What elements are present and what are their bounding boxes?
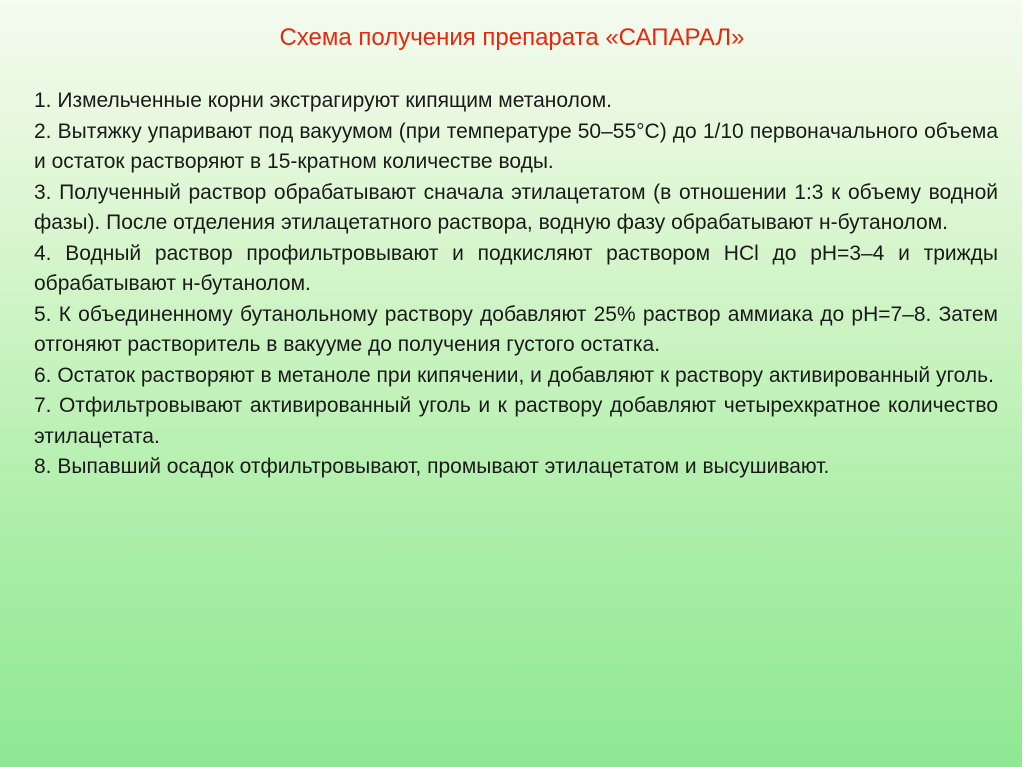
step-1: 1. Измельченные корни экстрагируют кипящим метанолом. (34, 89, 613, 112)
step-8: 8. Выпавший осадок отфильтровывают, промывают этилацетатом и высушивают. (34, 455, 830, 478)
step-5: 5. К объединенному бутанольному раствору добавляют 25% раствор аммиака до pH=7–8. Затем отгоняют растворитель в вакууме до получения густого остатка. (34, 302, 998, 356)
step-4: 4. Водный раствор профильтровывают и подкисляют раствором HCl до pH=3–4 и трижды обрабатывают н-бутанолом. (34, 241, 998, 295)
step-2: 2. Вытяжку упаривают под вакуумом (при температуре 50–55°С) до 1/10 первоначального объема и остаток растворяют в 15-кратном количестве воды. (34, 119, 998, 173)
step-3: 3. Полученный раствор обрабатывают сначала этилацетатом (в отношении 1:3 к объему водной фазы). После отделения этилацетатного раствора, водную фазу обрабатывают н-бутанолом. (34, 180, 998, 234)
slide-title: Схема получения препарата «САПАРАЛ» (279, 24, 745, 51)
steps-list (34, 86, 998, 483)
step-7: 7. Отфильтровывают активированный уголь и к раствору добавляют четырехкратное количество этилацетата. (34, 394, 998, 448)
step-6: 6. Остаток растворяют в метаноле при кипячении, и добавляют к раствору активированный уголь. (34, 363, 994, 387)
